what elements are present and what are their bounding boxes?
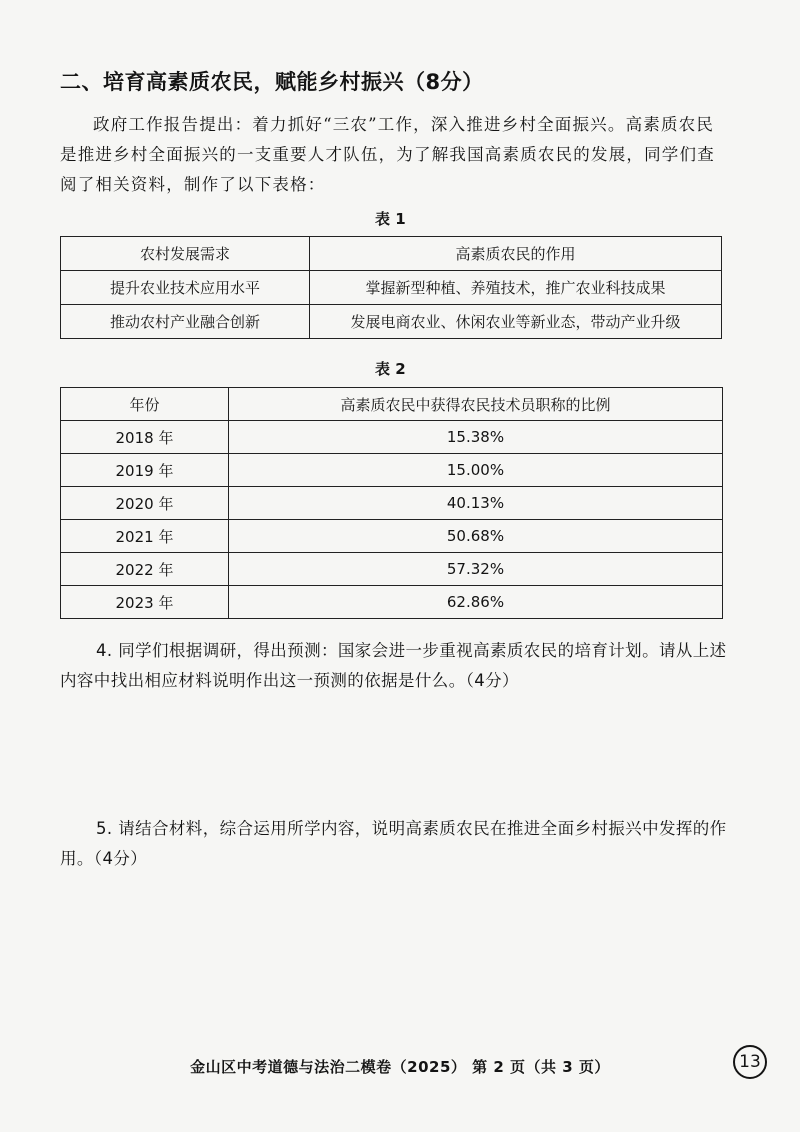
question-4: 4. 同学们根据调研，得出预测：国家会进一步重视高素质农民的培育计划。请从上述内容中找出相应材料说明作出这一预测的依据是什么。（4分） [60,641,727,690]
table-cell: 15.38% [229,421,723,454]
table-row [61,520,723,553]
page-footer: 金山区中考道德与法治二模卷（2025） 第 2 页（共 3 页） [190,1058,610,1076]
table-cell: 推动农村产业融合创新 [61,305,310,339]
table-cell: 57.32% [229,553,723,586]
table2-caption: 表 2 [375,360,406,378]
table-cell: 2018 年 [61,421,229,454]
intro-paragraph: 政府工作报告提出：着力抓好“三农”工作，深入推进乡村全面振兴。高素质农民是推进乡村全面振兴的一支重要人才队伍，为了解我国高素质农民的发展，同学们查阅了相关资料，制作了以下表格： [60,115,715,194]
table-row [61,454,723,487]
table-header-cell: 高素质农民的作用 [310,237,722,271]
page-number-badge: 13 [733,1045,767,1079]
table-cell: 2020 年 [61,487,229,520]
table-1 [60,236,722,339]
table-cell: 掌握新型种植、养殖技术，推广农业科技成果 [310,271,722,305]
table-cell: 50.68% [229,520,723,553]
table-header-cell: 高素质农民中获得农民技术员职称的比例 [229,388,723,421]
table-cell: 2022 年 [61,553,229,586]
table-cell: 2019 年 [61,454,229,487]
table-header-cell: 农村发展需求 [61,237,310,271]
table-cell: 2023 年 [61,586,229,619]
table-row [61,305,722,339]
table-row [61,586,723,619]
table-cell: 2021 年 [61,520,229,553]
table-cell: 发展电商农业、休闲农业等新业态，带动产业升级 [310,305,722,339]
table-header-cell: 年份 [61,388,229,421]
table-cell: 提升农业技术应用水平 [61,271,310,305]
table-cell: 62.86% [229,586,723,619]
table-header-row [61,237,722,271]
table-row [61,271,722,305]
section-title: 二、培育高素质农民，赋能乡村振兴（8分） [60,70,484,94]
table-row [61,421,723,454]
table1-caption: 表 1 [375,210,406,228]
question-5: 5. 请结合材料，综合运用所学内容，说明高素质农民在推进全面乡村振兴中发挥的作用。（4分） [60,819,727,868]
table-cell: 15.00% [229,454,723,487]
table-2 [60,387,723,619]
table-row [61,487,723,520]
table-cell: 40.13% [229,487,723,520]
table-header-row [61,388,723,421]
table-row [61,553,723,586]
